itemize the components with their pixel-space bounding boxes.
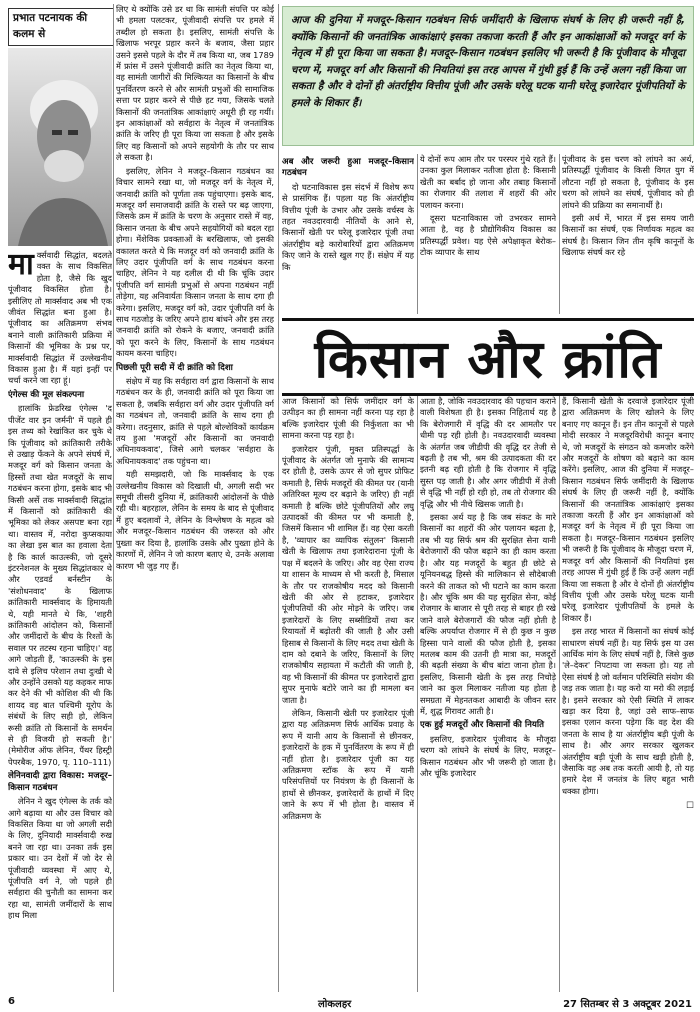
paragraph: आज किसानों को सिर्फ जमींदार वर्ग के उत्पीड़न का ही सामना नहीं करना पड़ रहा है बल्कि इजारेदार पूंजी की निर्कुशता का भी सामना करना पड़ रहा है। xyxy=(282,396,414,441)
paragraph: लेकिन, किसानी खेती पर इजारेदार पूंजी द्वारा यह अतिक्रमण सिर्फ आर्थिक प्रवाह के रूप में यानी आय के किसानों से छीनकर, इजारेदारों के हक में पुनर्वितरण के रूप में ही नहीं होता है। इजारेदार पूंजी का यह अतिक्रमण स्टॉक के रूप में यानी परिसंपत्तियों पर नियंत्रण के ही किसानों के हाथों से छीनकर, इजारेदारों के हाथों में दिए जाने के रूप में भी होता है। वास्तव में अतिक्रमण के xyxy=(282,707,414,821)
paragraph: इसलिए, इजारेदार पूंजीवाद के मौजूदा चरण को लांघने के संघर्ष के लिए, मजदूर–किसान गठबंधन और भी जरूरी हो जाता है। और चूंकि इजारेदार xyxy=(420,733,556,778)
subheading: पिछली पूरी सदी में दी क्रांति को दिशा xyxy=(116,362,233,373)
column-1 xyxy=(8,250,112,992)
column-2 xyxy=(116,4,274,992)
column-divider xyxy=(113,4,114,992)
paragraph: इसलिए, लेनिन ने मजदूर–किसान गठबंधन का विचार सामने रखा था, जो मजदूर वर्ग के नेतृत्व में, जनवादी क्रांति को पूर्णता तक पहुंचाएगा। इसके बाद, मजदूर वर्ग समाजवादी क्रांति के रास्ते पर बढ़ जाएगा, जिसके क्रम में क्रांति के चरण के अनुसार रास्ते में वह, किसान जनता के बीच अपने सहयोगियों को बदल रहा होगा। मेंशेविक प्रवक्ताओं के बरखिलाफ, जो इसकी वकालत करते थे कि मजदूर वर्ग को जनवादी क्रांति के लिए उदार पूंजीपति वर्ग के साथ गठबंधन करना चाहिए, लेनिन ने यह दलील दी थी कि चूंकि उदार पूंजीपति वर्ग सामंती प्रभुओं से अपना गठबंधन नहीं तोड़ेगा, यह अनिवार्यतः किसान जनता के साथ दगा ही करेगा। इसलिए, मजदूर वर्ग को, उदार पूंजीपति वर्ग के साथ गठजोड़ के जरिए अपने हाथ बांधने और इस तरह जनवादी क्रांति को रोकने के बजाए, जनवादी क्रांति को पूरा करने के लिए, किसानों के साथ गठबंधन कायम करना चाहिए। xyxy=(116,165,274,359)
column-8 xyxy=(562,396,694,992)
subheading: अब और जरूरी हुआ मजदूर–किसान गठबंधन xyxy=(282,157,414,179)
column-divider xyxy=(278,4,279,992)
issue-date: 27 सितम्बर से 3 अक्टूबर 2021 xyxy=(563,999,692,1010)
author-photo xyxy=(8,48,112,246)
paragraph: दूसरा घटनाविकास जो उभरकर सामने आता है, वह है प्रौद्योगिकीय विकास का प्रतिस्पर्द्धी प्रवेश। यह ऐसे अपेक्षाकृत बेरोक–टोक व्यापार के साथ xyxy=(420,213,556,258)
column-divider xyxy=(417,154,418,314)
column-divider xyxy=(417,396,418,992)
page-number: 6 xyxy=(8,996,15,1007)
headline-text: किसान और क्रांति xyxy=(314,329,662,390)
subheading: एक हुई मजदूरों और किसानों की नियति xyxy=(420,720,544,731)
paragraph: इसी अर्थ में, भारत में इस समय जारी किसानों का संघर्ष, एक निर्णायक महत्व का संघर्ष है। किसान जिन तीन कृषि कानूनों के खिलाफ संघर्ष कर रहे xyxy=(562,213,694,258)
column-divider xyxy=(559,396,560,992)
column-3 xyxy=(282,154,414,314)
drop-cap: मा xyxy=(8,250,34,282)
column-4 xyxy=(420,154,556,314)
pull-quote: आज की दुनिया में मजदूर–किसान गठबंधन सिर्फ जमींदारी के खिलाफ संघर्ष के लिए ही जरूरी नहीं है, क्योंकि किसानों की जनतांत्रिक आकांक्षाएं इसका तकाजा करती हैं और इन आकांक्षाओं को मजदूर वर्ग के नेतृत्व में ही पूरा किया जा सकता है। मजदूर–किसान गठबंधन इसलिए भी जरूरी है कि पूंजीवाद के मौजूदा चरण में, मजदूर वर्ग और किसानों की नियतियां इस तरह आपस में गुंथी हुई हैं कि उन्हें अलग नहीं किया जा सकता है और वे दोनों ही अंतर्राष्ट्रीय वित्तीय पूंजी और उसके घरेलू घटक यानी घरेलू इजारेदार पूंजीपतियों के हमले के शिकार हैं। xyxy=(282,6,694,146)
paragraph: दो घटनाविकास इस संदर्भ में विशेष रूप से प्रासंगिक हैं। पहला यह कि अंतर्राष्ट्रीय वित्तीय पूंजी के उभार और उसके वर्चस्व के तहत नवउदारवादी नीतियों के आने से, किसानों खेती पर घरेलू इजारेदार पूंजी तथा अंतर्राष्ट्रीय बड़े कारोबारियों द्वारा अतिक्रमण किए जाने के रास्ते खुल गए हैं। संक्षेप में यह कि xyxy=(282,181,414,272)
paragraph: इसका अर्थ यह है कि जब संकट के मारे किसानों का शहरों की ओर पलायन बढ़ता है, तब भी यह सिर्फ श्रम की सुरक्षित सेना यानी बेरोजगारों की फौज बढ़ाने का ही काम करता है। और यह मजदूरों के बहुत ही छोटे से यूनियनबद्ध हिस्से की मालिकान से सौदेबाजी करने की ताकत को भी घटाने का काम करता है। और चूंकि श्रम की यह सुरक्षित सेना, कोई रोजगार के बाजार से पूरी तरह से बाहर ही रखे जाने वाले बेरोजगारों की फौज नहीं होती है बल्कि अपर्याप्त रोजगार में से ही कुछ न कुछ हिस्सा पाने वालों की फौज होती है, इसका मतलब काम की उतनी ही मात्रा का, मजदूरों की बढ़ती संख्या के बीच बांटा जाना होता है। इसलिए, किसानी खेती के इस तरह निचोड़े जाने का कुल मिलाकर नतीजा यह होता है समग्रता में मेहनतकश आबादी के जीवन स्तर में, शुद्ध गिरावट आती है। xyxy=(420,512,556,716)
paragraph: पूंजीवाद के इस चरण को लांघने का अर्थ, प्रतिस्पर्द्धी पूंजीवाद के किसी विगत युग में लौटना नहीं हो सकता है, पूंजीवाद के इस चरण को लांघने का संघर्ष, पूंजीवाद को ही लांघने की प्रक्रिया का समानार्थी है। xyxy=(562,154,694,210)
paragraph: लेनिन ने खुद एंगेल्स के तर्क को आगे बढ़ाया था और उस विचार को विकसित किया था जो अगली सदी के लिए, दुनियादी मार्क्सवादी रुख बनने जा रहा था। उनका तर्क इस प्रकार था। उन देशों में जो देर से पूंजीवादी व्यवस्था में आए थे, पूंजीपति वर्ग ने, जो पहले ही सर्वहारा की चुनौती का सामना कर रहा था, सामंती जमींदारों के साथ हाथ मिला xyxy=(8,796,112,921)
headline xyxy=(282,318,694,396)
paragraph: ये दोनों रूप आम तौर पर परस्पर गुंथे रहते हैं। उनका कुल मिलाकर नतीजा होता है: किसानी खेती का बर्बाद हो जाना और तबाह किसानों का रोजगार की तलाश में शहरों की ओर पलायन करना। xyxy=(420,154,556,210)
paragraph: आता है, जोकि नवउदारवाद की पहचान कराने वाली विशेषता ही है। इसका निहितार्थ यह है कि बेरोजगारी में वृद्धि की दर आमतौर पर धीमी पड़ रही होती है। नवउदारवादी व्यवस्था के अंतर्गत जब जीडीपी की वृद्धि दर तेजी से बढ़ती है तब भी, श्रम की उत्पादकता की दर इतनी बढ़ रही होती है कि रोजगार में वृद्धि सुस्त पड़ जाती है। और अगर जीडीपी में तेजी से वृद्धि भी नहीं हो रही हो, तब तो रोजगार की वृद्धि और भी नीचे खिसक जाती है। xyxy=(420,396,556,509)
author-byline: प्रभात पटनायक की कलम से xyxy=(8,8,114,46)
column-7 xyxy=(420,396,556,992)
paragraph: हालांकि फ्रेडरिख एंगेल्स 'द पीजेंट वार इन जर्मनी' में पहले ही इस तथ्य को रेखांकित कर चुके थे कि पूंजीवाद को क्रांतिकारी तरीके से उखाड़ फेंकने के अपने संघर्ष में, मजदूर वर्ग को किसान जनता के हिस्सों तथा खेत मजदूरों के साथ गठबंधन करना होगा, इसके बाद भी किसी अर्से तक मार्क्सवादी सिद्धांत में किसानों को क्रांतिकारी की भूमिका को लेकर असपष्ट बना रहा था। वास्तव में, नरोदा कुप्सकाया का लेखा इस बात का हवाला देता है कि कार्ल काउत्स्की, जो दूसरे इंटरनेशनल के मुख्य सिद्धांतकार थे और एडवर्ड बर्नस्टीन के 'संशोधनवाद' के खिलाफ क्रांतिकारी मार्क्सवाद के हिमायती थे, यही मानते थे कि, 'शहरी क्रांतिकारी आंदोलन को, किसानों और जमींदारों के बीच के रिश्तों के सवाल पर तटस्थ रहना चाहिए।' वह आगे जोड़ती हैं, 'काउत्स्की के इस दावे से इलिच परेशान तथा दुःखी थे और उन्होंने उसको यह कहकर माफ कर देने की भी कोशिश की थी कि शायद वह बात पश्चिमी यूरोप के संबंधों के लिए सही हो, लेकिन रूसी क्रांति तो किसानों के समर्थन से ही विजयी हो सकती है।' (मेमोरीज ऑफ लेनिन, पैंथर हिस्ट्री पेपरबैक, 1970, पृ. 110–111) xyxy=(8,403,112,767)
publication-name: लोकलहर xyxy=(318,999,352,1010)
column-5 xyxy=(562,154,694,314)
intro-paragraph: र्क्सवादी सिद्धांत, बदलते वक्त के साथ विकसित होता है, जैसे कि खुद पूंजीवाद विकसित होता है। इसीलिए तो मार्क्सवाद अब भी एक जीवंत सिद्धांत बना हुआ है। पूंजीवाद का अतिक्रमण संभव बनाने वाली क्रांतिकारी प्रक्रिया में किसानों की भूमिका के प्रश्न पर, मार्क्सवादी सिद्धांत में उल्लेखनीय विकास हुआ है। मैं यहां इन्हीं पर चर्चा करने जा रहा हूं। xyxy=(8,250,112,386)
subheading: एंगेल्स की मूल संकल्पना xyxy=(8,389,85,400)
end-mark: □ xyxy=(686,799,694,810)
page-footer xyxy=(0,994,700,1012)
paragraph: इजारेदार पूंजी, मुक्त प्रतिस्पर्द्धा के पूंजीवाद के अंतर्गत जो मुनाफे की सामान्य दर होती है, उसके ऊपर से जो सुपर प्रोफिट कमाती है, सिर्फ मजदूरों की कीमत पर (यानी अतिरिक्त मूल्य दर बढ़ाने के जरिए) ही नहीं कमाती है बल्कि छोटे पूंजीपतियों और लघु उत्पादकों की कीमत पर भी कमाती है, जिसमें किसान भी शामिल हैं। वह ऐसा करती है, 'व्यापार का व्यापिक संतुलन' किसानी खेती के खिलाफ तथा इजारेदाराना पूंजी के पक्ष में बदलने के जरिए। और वह ऐसा राज्य या शासन के माध्यम से भी करती है, मिसाल के तौर पर राजकोषीय मदद को किसानी खेती की ओर से हटाकर, इजारेदार पूंजीपतियों की ओर मोड़ने के जरिए। जब इजारेदारों के लिए सब्सीडियों तथा कर रियायतों में बढ़ोतरी की जाती है और उसी हिसाब से किसानों के लिए मदद तथा खेती के दाम को दबाने के जरिए, किसानों के लिए राजकोषीय सहायता में कटौती की जाती है, वह भी किसानों की कीमत पर इजारेदारों द्वारा सुपर मुनाफे बटोरे जाने का ही मामला बन जाता है। xyxy=(282,443,414,705)
paragraph: लिए थे क्योंकि उसे डर था कि सामंती संपत्ति पर कोई भी हमला पलटकर, पूंजीवादी संपत्ति पर हमले में तब्दील हो सकता है। इसलिए, सामंती संपत्ति के खिलाफ भरपूर प्रहार करने के बजाय, जैसा प्रहार उसने इससे पहले के दौर में तब किया था, जब 1789 में फ्रांस में उसने पूंजीवादी क्रांति का नेतृत्व किया था, वह सामंती जागीरों की मिल्कियत का किसानों के बीच पुनर्वितरण करने से और सामंती प्रभुओं की सामाजिक सत्ता पर प्रहार करने से पीछे हट गया, जिसके चलते किसानों की जनतांत्रिक आकांक्षाएं अधूरी ही रह गयीं। इन आकांक्षाओं को सर्वहारा के नेतृत्व में जनतांत्रिक क्रांति के जरिए ही पूरा किया जा सकता है और इसके लिए वह किसानों को अपने सहयोगी के तौर पर साथ ले सकता है। xyxy=(116,4,274,163)
paragraph: यही समझदारी, जो कि मार्क्सवाद के एक उल्लेखनीय विकास को दिखाती थी, अगली सदी भर समूची तीसरी दुनिया में, क्रांतिकारी आंदोलनों के पीछे रही थी। बहरहाल, लेनिन के समय के बाद से पूंजीवाद में हुए बदलावों ने, लेनिन के विश्लेषण के महत्व को और मजदूर–किसान गठबंधन की जरूरत को और पुख्ता कर दिया है, हालांकि उसके और पुख्ता होने के कारणों में, लेनिन ने जो कारण बताए थे, उनके अलावा कारण भी जुड़ गए हैं। xyxy=(116,469,274,571)
paragraph: हैं, किसानी खेती के दरवाजे इजारेदार पूंजी द्वारा अतिक्रमण के लिए खोलने के लिए बनाए गए कानून हैं। इन तीन कानूनों से पहले मोदी सरकार ने मजदूरविरोधी कानून बनाए थे, जो मजदूरों के संगठन को कमजोर करेंगे और मजदूरों के शोषण को बढ़ाने का काम करेंगे। इसलिए, आज की दुनिया में मजदूर–किसान गठबंधन सिर्फ जमींदारी के खिलाफ संघर्ष के लिए ही जरूरी नहीं है, क्योंकि किसानों की जनतांत्रिक आकांक्षाएं इसका तकाजा करती हैं और इन आकांक्षाओं को मजदूर वर्ग के नेतृत्व में ही पूरा किया जा सकता है। मजदूर–किसान गठबंधन इसलिए भी जरूरी है कि पूंजीवाद के मौजूदा चरण में, मजदूर वर्ग और किसानों की नियतियां इस तरह आपस में गुंथी हुई हैं कि उन्हें अलग नहीं किया जा सकता है और वे दोनों ही अंतर्राष्ट्रीय वित्तीय पूंजी और उसके घरेलू घटक यानी घरेलू इजारेदार पूंजीपतियों के हमले के शिकार हैं। xyxy=(562,396,694,623)
paragraph: इस तरह भारत में किसानों का संघर्ष कोई साधारण संघर्ष नहीं है। यह सिर्फ इस या उस आर्थिक मांग के लिए संघर्ष नहीं है, जिसे कुछ 'ले–देकर' निपटाया जा सकता हो। यह तो ऐसा संघर्ष है जो वर्तमान परिस्थिति संयोग की जड़ तक जाता है। यह करो या मरो की लड़ाई है। इसने सरकार को ऐसी स्थिति में लाकर खड़ा कर दिया है, जहां उसे साफ–साफ इसका एलान करना पड़ेगा कि वह देश की जनता के साथ है या अंतर्राष्ट्रीय बड़ी पूंजी के साथ है। और अगर सरकार खुलकर अंतर्राष्ट्रीय बड़ी पूंजी के साथ खड़ी होती है, जैसाकि वह अब तक करती आयी है, तो यह हमारे देश में जनतंत्र के लिए बहुत भारी धक्का होगा। xyxy=(562,626,694,796)
column-divider xyxy=(559,154,560,314)
paragraph: संक्षेप में यह कि सर्वहारा वर्ग द्वारा किसानों के साथ गठबंधन कर के ही, जनवादी क्रांति को पूरा किया जा सकता है, जबकि सर्वहारा वर्ग और उदार पूंजीपति वर्ग का गठबंधन तो, जनवादी क्रांति के साथ दगा ही करेगा। तदनुसार, क्रांति से पहले बोल्शेविकों कार्यक्रम तय हुआ 'मजदूरों और किसानों का जनवादी अधिनायकवाद', जिसे आगे चलकर 'सर्वहारा के अधिनायकवाद' तक पहुंचना था। xyxy=(116,376,274,466)
subheading: लेनिनवादी द्वारा विकास: मजदूर–किसान गठबंधन xyxy=(8,771,112,793)
column-6 xyxy=(282,396,414,992)
